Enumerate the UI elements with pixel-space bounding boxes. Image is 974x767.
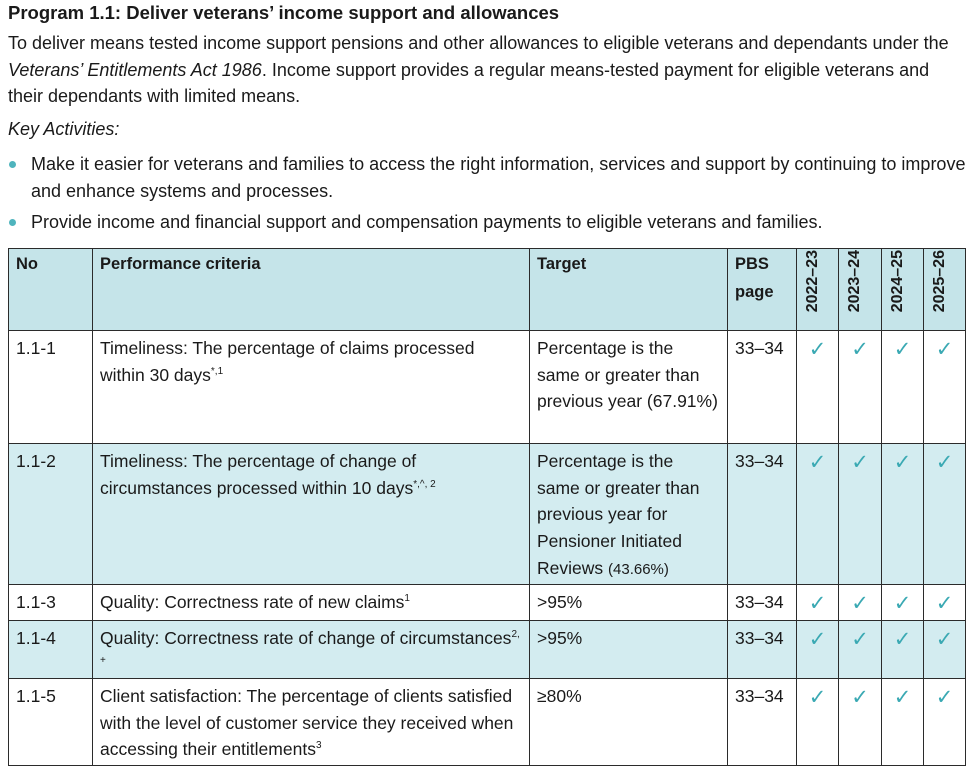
- footnote-marker: *,1: [210, 365, 224, 377]
- act-name: Veterans’ Entitlements Act 1986: [8, 59, 262, 80]
- intro-text-end: . Income support provides a regular means-tested payment for eligible veterans and their dependants with limited means.: [8, 59, 930, 106]
- row-no: 1.1-1: [9, 331, 93, 444]
- row-target: [530, 678, 728, 765]
- check-icon: ✓: [893, 451, 912, 474]
- year-label: 2022–23: [804, 250, 821, 313]
- key-activity-item: [8, 209, 968, 236]
- table-row: [9, 584, 966, 620]
- row-pbs-page: 33–34: [728, 331, 797, 444]
- footnote-marker: 3: [315, 740, 322, 752]
- check-icon: ✓: [893, 338, 912, 361]
- check-icon: ✓: [893, 627, 912, 651]
- check-icon: ✓: [851, 338, 869, 361]
- row-target: [530, 444, 728, 585]
- row-criteria: [93, 584, 530, 620]
- tick-cell: [839, 678, 882, 765]
- key-activities-label: Key Activities:: [8, 119, 120, 139]
- row-criteria: [93, 678, 530, 765]
- key-activity-text: Make it easier for veterans and families to access the right information, services and support by continuing to improve and enhance systems and processes.: [31, 154, 966, 201]
- check-icon: ✓: [851, 591, 869, 615]
- header-criteria: Performance criteria: [93, 249, 530, 331]
- table-header-row: [9, 249, 966, 331]
- key-activities-list: [8, 151, 968, 241]
- check-icon: ✓: [808, 451, 827, 474]
- row-pbs-page: 33–34: [728, 584, 797, 620]
- footnote-marker: 2, +: [100, 628, 520, 667]
- row-criteria: [93, 444, 530, 585]
- row-criteria: [93, 620, 530, 678]
- check-icon: ✓: [935, 451, 954, 474]
- row-pbs-page: 33–34: [728, 444, 797, 585]
- table-row: [9, 331, 966, 444]
- header-pbs-page: [728, 249, 797, 331]
- target-text: ≥80%: [537, 685, 582, 706]
- tick-cell: [797, 444, 839, 585]
- row-no: 1.1-5: [9, 678, 93, 765]
- tick-cell: [882, 444, 924, 585]
- tick-cell: [882, 678, 924, 765]
- row-no: 1.1-2: [9, 444, 93, 585]
- row-target: [530, 331, 728, 444]
- performance-table: [8, 248, 966, 766]
- header-year-2025-26: [924, 249, 966, 331]
- header-page: page: [735, 283, 774, 301]
- check-icon: ✓: [808, 338, 827, 361]
- bullet-icon: [9, 161, 16, 168]
- row-target: [530, 584, 728, 620]
- intro-text-start: To deliver means tested income support pensions and other allowances to eligible veterans and dependants under the: [8, 33, 949, 53]
- row-no: 1.1-4: [9, 620, 93, 678]
- year-label: 2024–25: [889, 250, 906, 313]
- criteria-text: Timeliness: The percentage of change of circumstances processed within 10 days: [100, 451, 417, 498]
- check-icon: ✓: [808, 685, 827, 709]
- program-intro: [8, 30, 966, 110]
- header-no: No: [9, 249, 93, 331]
- header-year-2023-24: [839, 249, 882, 331]
- tick-cell: [839, 620, 882, 678]
- table-row: [9, 444, 966, 585]
- criteria-text: Client satisfaction: The percentage of clients satisfied with the level of customer service they received when accessing their entitlements: [100, 685, 514, 760]
- header-year-2022-23: [797, 249, 839, 331]
- check-icon: ✓: [893, 591, 912, 615]
- target-text: >95%: [537, 627, 583, 648]
- criteria-text: Quality: Correctness rate of change of circumstances: [100, 627, 512, 648]
- tick-cell: [882, 620, 924, 678]
- tick-cell: [797, 678, 839, 765]
- header-pbs: PBS: [735, 255, 769, 273]
- tick-cell: [882, 584, 924, 620]
- year-label: 2025–26: [931, 250, 948, 313]
- check-icon: ✓: [808, 591, 827, 615]
- tick-cell: [839, 444, 882, 585]
- key-activity-item: [8, 151, 968, 204]
- tick-cell: [839, 331, 882, 444]
- row-criteria: [93, 331, 530, 444]
- year-label: 2023–24: [846, 250, 863, 313]
- footnote-marker: *,^, 2: [413, 478, 436, 490]
- target-text: Percentage is the same or greater than previous year (67.91%): [537, 338, 718, 412]
- key-activity-text: Provide income and financial support and compensation payments to eligible veterans and families.: [31, 212, 823, 232]
- table-row: [9, 678, 966, 765]
- tick-cell: [797, 331, 839, 444]
- check-icon: ✓: [808, 627, 827, 651]
- check-icon: ✓: [851, 685, 869, 709]
- table-row: [9, 620, 966, 678]
- bullet-icon: [9, 219, 16, 226]
- check-icon: ✓: [851, 451, 869, 474]
- check-icon: ✓: [851, 627, 869, 651]
- row-pbs-page: 33–34: [728, 620, 797, 678]
- target-text: Percentage is the same or greater than previous year for Pensioner Initiated Reviews: [537, 451, 700, 578]
- row-target: [530, 620, 728, 678]
- target-text: >95%: [537, 591, 583, 612]
- tick-cell: [839, 584, 882, 620]
- tick-cell: [924, 444, 966, 585]
- check-icon: ✓: [893, 685, 912, 709]
- row-pbs-page: 33–34: [728, 678, 797, 765]
- tick-cell: [924, 678, 966, 765]
- criteria-text: Quality: Correctness rate of new claims: [100, 591, 405, 612]
- check-icon: ✓: [935, 627, 954, 651]
- footnote-marker: 1: [404, 592, 410, 604]
- tick-cell: [882, 331, 924, 444]
- header-year-2024-25: [882, 249, 924, 331]
- criteria-text: Timeliness: The percentage of claims processed within 30 days: [100, 338, 475, 385]
- tick-cell: [797, 584, 839, 620]
- check-icon: ✓: [935, 338, 954, 361]
- row-no: 1.1-3: [9, 584, 93, 620]
- tick-cell: [797, 620, 839, 678]
- program-heading: Program 1.1: Deliver veterans’ income support and allowances: [8, 2, 560, 23]
- check-icon: ✓: [935, 591, 954, 615]
- tick-cell: [924, 620, 966, 678]
- tick-cell: [924, 584, 966, 620]
- target-note: (43.66%): [608, 560, 669, 578]
- tick-cell: [924, 331, 966, 444]
- header-target: Target: [530, 249, 728, 331]
- check-icon: ✓: [935, 685, 954, 709]
